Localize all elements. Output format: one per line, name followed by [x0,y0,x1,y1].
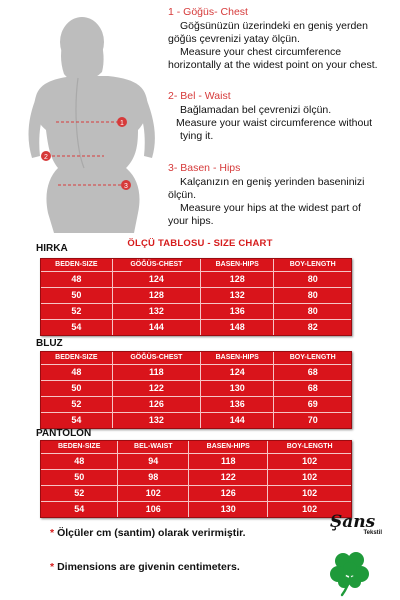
table-cell: 82 [274,319,351,335]
table-cell: 136 [201,303,274,319]
header-cell: BASEN-HIPS [201,259,274,271]
header-cell: BASEN-HIPS [201,352,274,364]
note-star: * [50,527,55,539]
table-cell: 54 [41,412,112,428]
table-cell: 102 [268,469,351,485]
table-row [41,287,351,303]
header-cell: GÖĞÜS-CHEST [112,352,200,364]
table-cell: 68 [274,364,351,380]
clover-icon [326,547,374,597]
header-cell: GÖĞÜS-CHEST [112,259,200,271]
table-label-hirka: HIRKA [36,243,68,254]
chest-description: Göğsünüzün üzerindeki en geniş yerden göğüs çevrenizi yatay ölçün. Measure your chest circumference horizontally at the widest point on your chest. [168,20,378,71]
note-units-tr [50,527,246,539]
table-row [41,364,351,380]
table-cell: 80 [274,271,351,287]
brand-subtitle: Tekstil [363,530,382,536]
table-row [41,412,351,428]
table-cell: 68 [274,380,351,396]
table-cell: 132 [112,412,200,428]
table-header-row [41,441,351,453]
table-cell: 144 [201,412,274,428]
table-cell: 148 [201,319,274,335]
table-label-pantolon: PANTOLON [36,428,92,439]
svg-text:1: 1 [120,120,124,127]
table-cell: 52 [41,485,118,501]
table-label-bluz: BLUZ [36,338,63,349]
table-cell: 69 [274,396,351,412]
table-cell: 80 [274,303,351,319]
marker-1 [117,117,127,127]
note-units-en [50,561,240,573]
table-cell: 130 [201,380,274,396]
header-cell: BEL-WAIST [118,441,189,453]
table-cell: 126 [112,396,200,412]
table-cell: 52 [41,396,112,412]
table-cell: 102 [268,485,351,501]
table-cell: 132 [112,303,200,319]
size-table-pantolon [40,440,352,518]
chest-title: 1 - Göğüs- Chest [168,6,248,18]
table-cell: 48 [41,453,118,469]
table-header-row [41,352,351,364]
table-cell: 118 [112,364,200,380]
header-cell: BEDEN-SIZE [57,443,101,451]
header-cell: BOY-LENGTH [274,352,351,364]
table-cell: 122 [189,469,268,485]
table-cell: 50 [41,380,112,396]
table-cell: 48 [41,271,112,287]
note-star: * [50,561,55,573]
table-cell: 144 [112,319,200,335]
table-row [41,453,351,469]
table-row [41,319,351,335]
table-cell: 50 [41,287,112,303]
table-cell: 50 [41,469,118,485]
table-cell: 102 [118,485,189,501]
hips-title: 3- Basen - Hips [168,162,241,174]
silhouette [29,17,155,233]
table-row [41,271,351,287]
waist-description: Bağlamadan bel çevrenizi ölçün. Measure your waist circumference without tying it. [176,104,373,142]
table-cell: 106 [118,501,189,517]
table-cell: 70 [274,412,351,428]
table-cell: 48 [41,364,112,380]
table-cell: 124 [112,271,200,287]
table-cell: 126 [189,485,268,501]
table-header-row [41,259,351,271]
table-cell: 102 [268,453,351,469]
header-cell: BOY-LENGTH [274,259,351,271]
header-cell: BASEN-HIPS [189,441,268,453]
size-chart-title: ÖLÇÜ TABLOSU - SIZE CHART [127,238,273,249]
marker-2 [41,151,51,161]
table-cell: 118 [189,453,268,469]
marker-3 [121,180,131,190]
table-cell: 132 [201,287,274,303]
hips-description: Kalçanızın en geniş yerinden baseninizi ölçün. Measure your hips at the widest part of your hips. [168,176,365,227]
size-table-hirka [40,258,352,336]
table-cell: 80 [274,287,351,303]
table-row [41,469,351,485]
table-cell: 52 [41,303,112,319]
table-row [41,303,351,319]
svg-text:3: 3 [124,183,128,190]
brand-logo [330,514,390,536]
table-cell: 98 [118,469,189,485]
table-cell: 130 [189,501,268,517]
table-cell: 136 [201,396,274,412]
note-text: Ölçüler cm (santim) olarak verirmiştir. [57,527,246,539]
table-cell: 54 [41,501,118,517]
header-cell: BEDEN-SIZE [55,261,98,269]
header-cell: BOY-LENGTH [268,441,351,453]
table-row [41,501,351,517]
brand-name: Şans [330,512,376,532]
waist-title: 2- Bel - Waist [168,90,231,102]
table-row [41,380,351,396]
mannequin-silhouette-icon [18,8,166,233]
table-cell: 122 [112,380,200,396]
table-cell: 128 [201,271,274,287]
table-cell: 124 [201,364,274,380]
note-text: Dimensions are givenin centimeters. [57,561,240,573]
table-cell: 94 [118,453,189,469]
table-row [41,396,351,412]
table-cell: 128 [112,287,200,303]
header-cell: BEDEN-SIZE [55,354,98,362]
table-cell: 102 [268,501,351,517]
table-cell: 54 [41,319,112,335]
table-row [41,485,351,501]
svg-text:2: 2 [44,154,48,161]
size-table-bluz [40,351,352,429]
